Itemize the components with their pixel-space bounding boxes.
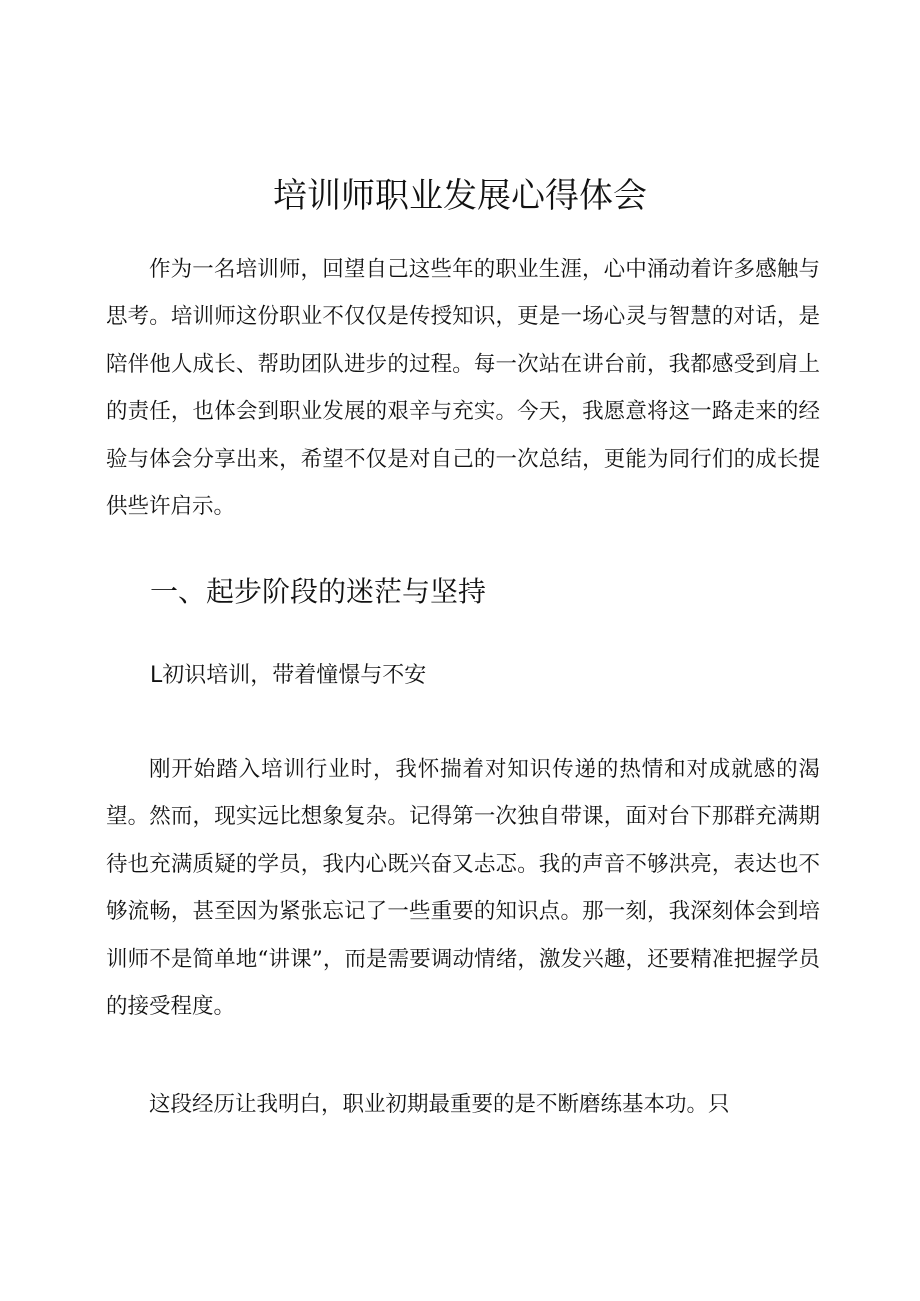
subsection-heading: L初识培训，带着憧憬与不安 xyxy=(150,663,427,688)
document-title: 培训师职业发展心得体会 xyxy=(273,176,647,216)
section-heading: 一、起步阶段的迷茫与坚持 xyxy=(150,575,487,608)
intro-paragraph: 作为一名培训师，回望自己这些年的职业生涯，心中涌动着许多感触与思考。培训师这份职业不仅仅是传授知识，更是一场心灵与智慧的对话，是陪伴他人成长、帮助团队进步的过程。每一次站在讲台前，我都感受到肩上的责任，也体会到职业发展的艰辛与充实。今天，我愿意将这一路走来的经验与体会分享出来，希望不仅是对自己的一次总结，更能为同行们的成长提供些许启示。 xyxy=(106,257,820,520)
body-paragraph: 刚开始踏入培训行业时，我怀揣着对知识传递的热情和对成就感的渴望。然而，现实远比想象复杂。记得第一次独自带课，面对台下那群充满期待也充满质疑的学员，我内心既兴奋又忐忑。我的声音不够洪亮，表达也不够流畅，甚至因为紧张忘记了一些重要的知识点。那一刻，我深刻体会到培训师不是简单地“讲课”，而是需要调动情绪，激发兴趣，还要精准把握学员的接受程度。 xyxy=(106,757,820,1020)
body-paragraph-truncated: 这段经历让我明白，职业初期最重要的是不断磨练基本功。只 xyxy=(149,1092,730,1117)
